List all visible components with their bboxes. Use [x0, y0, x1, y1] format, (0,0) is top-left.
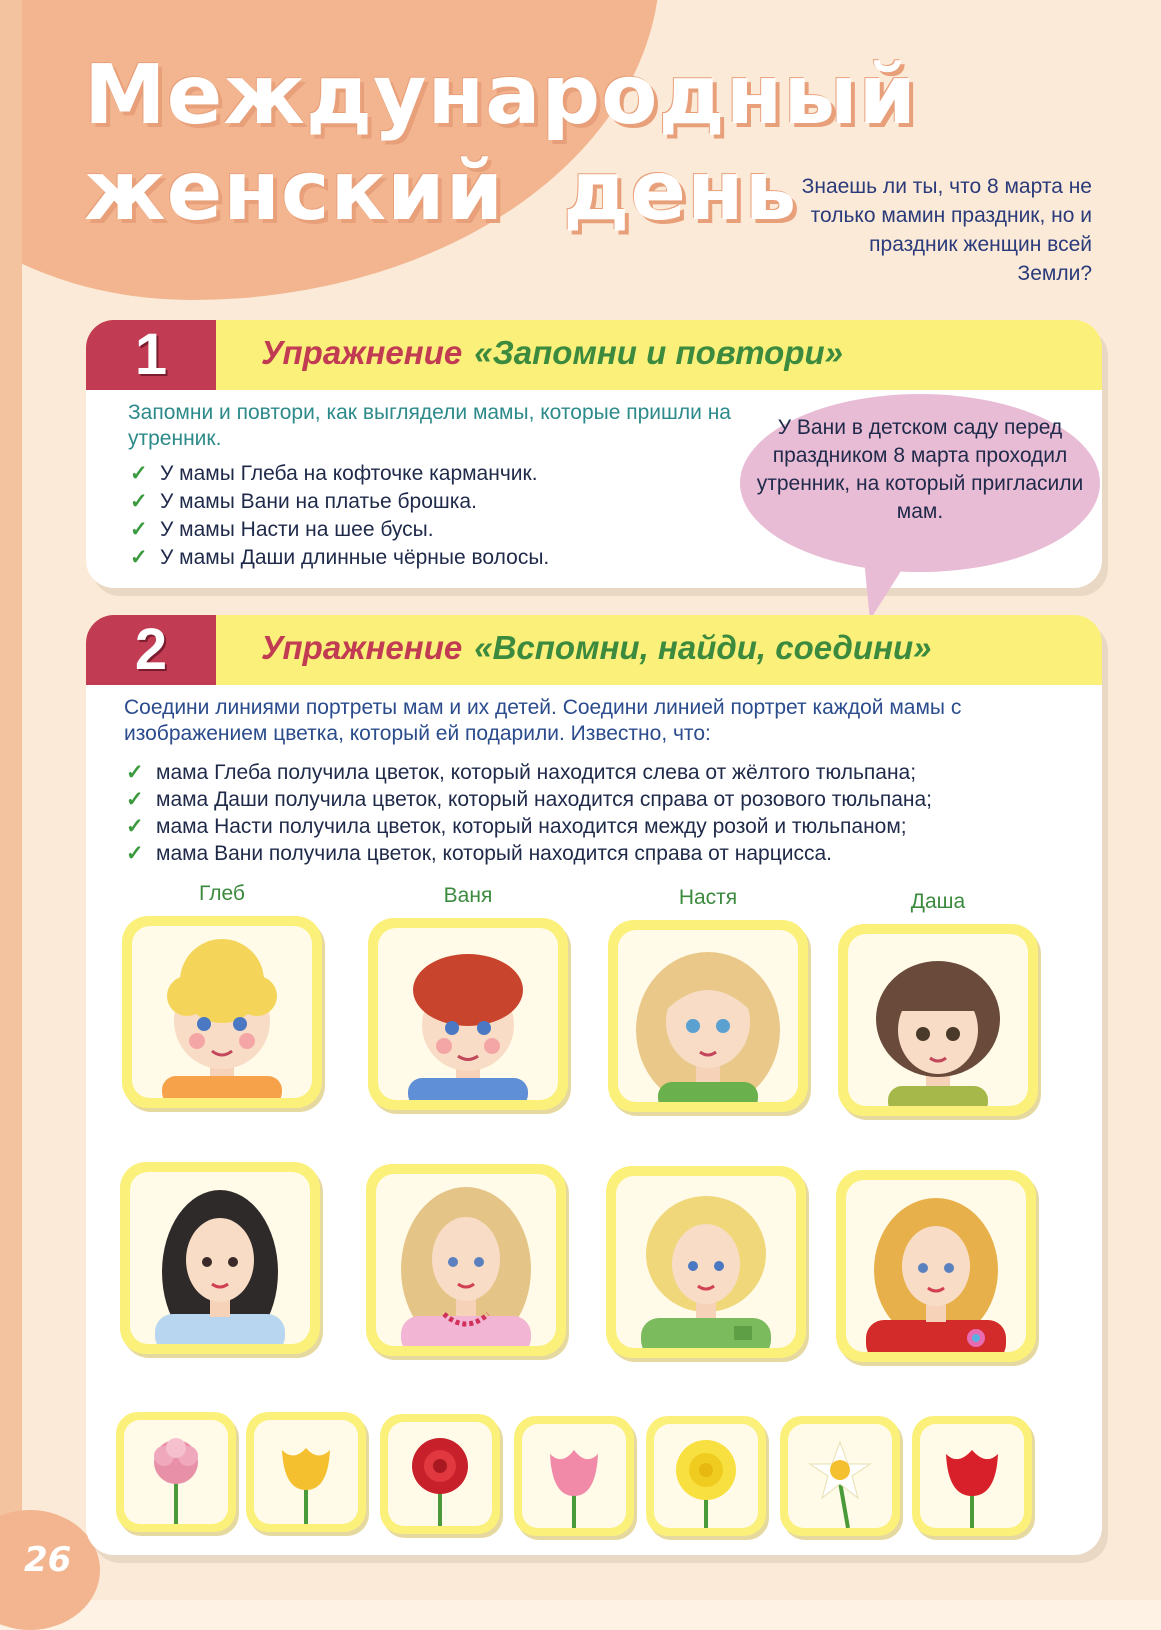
- portrait-child-dasha[interactable]: [838, 924, 1038, 1116]
- exercise-1-word: Упражнение: [261, 334, 463, 371]
- flower-7[interactable]: [912, 1416, 1032, 1536]
- check-icon: ✓: [130, 518, 148, 541]
- child-name-dasha: Даша: [910, 890, 966, 913]
- left-edge-strip: [0, 0, 22, 1600]
- girl-blond-portrait-icon: [618, 930, 798, 1102]
- check-icon: ✓: [130, 462, 148, 485]
- exercise-2-word: Упражнение: [261, 629, 463, 666]
- list-item: ✓ У мамы Глеба на кофточке карманчик.: [128, 460, 549, 488]
- woman-curly-blond-portrait-icon: [616, 1176, 796, 1348]
- list-item: ✓ У мамы Даши длинные чёрные волосы.: [128, 544, 549, 572]
- flower-3[interactable]: [380, 1414, 500, 1534]
- page-number: 26: [24, 1540, 72, 1580]
- child-name-vanya: Ваня: [443, 884, 493, 907]
- girl-brunette-portrait-icon: [848, 934, 1028, 1106]
- portrait-child-gleb[interactable]: [122, 916, 322, 1108]
- woman-ginger-brooch-portrait-icon: [846, 1180, 1026, 1352]
- exercise-1-instruction: Запомни и повтори, как выглядели мамы, которые пришли на утренник.: [128, 401, 731, 450]
- flower-6[interactable]: [780, 1416, 900, 1536]
- portrait-mother-2[interactable]: [366, 1164, 566, 1356]
- woman-dark-hair-portrait-icon: [130, 1172, 310, 1344]
- exercise-2-list: [124, 759, 932, 867]
- exercise-2-title: [261, 629, 932, 667]
- flower-2[interactable]: [246, 1412, 366, 1532]
- daffodil-icon: [788, 1424, 892, 1528]
- yellow-rose-icon: [654, 1424, 758, 1528]
- page-title-line-1: Международный: [84, 48, 917, 143]
- exercise-2-name: «Вспомни, найди, соедини»: [474, 629, 932, 666]
- portrait-mother-3[interactable]: [606, 1166, 806, 1358]
- child-name-gleb: Глеб: [199, 882, 245, 905]
- portrait-mother-4[interactable]: [836, 1170, 1036, 1362]
- exercise-2-number: 2: [86, 615, 216, 685]
- exercise-2-instruction: Соедини линиями портреты мам и их детей. Соедини линией портрет каждой мамы с изображением цветка, который ей подарили. Известно, что:: [124, 696, 962, 745]
- yellow-tulip-icon: [254, 1420, 358, 1524]
- check-icon: ✓: [130, 490, 148, 513]
- list-item: ✓ мама Вани получила цветок, который находится справа от нарцисса.: [126, 842, 832, 865]
- carnation-icon: [124, 1420, 228, 1524]
- exercise-1-name: «Запомни и повтори»: [474, 334, 844, 371]
- portrait-mother-1[interactable]: [120, 1162, 320, 1354]
- exercise-1-number: 1: [86, 320, 216, 390]
- flower-4[interactable]: [514, 1416, 634, 1536]
- child-name-nastya: Настя: [678, 886, 738, 909]
- portrait-child-nastya[interactable]: [608, 920, 808, 1112]
- list-item: ✓ У мамы Насти на шее бусы.: [128, 516, 549, 544]
- check-icon: ✓: [126, 815, 144, 838]
- red-rose-icon: [388, 1422, 492, 1526]
- pink-tulip-icon: [522, 1424, 626, 1528]
- boy-redhead-portrait-icon: [378, 928, 558, 1100]
- list-item: ✓ мама Глеба получила цветок, который находится слева от жёлтого тюльпана;: [126, 761, 917, 784]
- exercise-1-list: [128, 460, 549, 572]
- boy-blond-portrait-icon: [132, 926, 312, 1098]
- red-tulip-icon: [920, 1424, 1024, 1528]
- flower-1[interactable]: [116, 1412, 236, 1532]
- check-icon: ✓: [126, 788, 144, 811]
- speech-bubble-text: У Вани в детском саду перед праздником 8 марта проходил утренник, на который пригласили мам.: [756, 416, 1084, 523]
- check-icon: ✓: [130, 546, 148, 569]
- page-title-line-2: женский день: [84, 144, 798, 239]
- did-you-know-note: Знаешь ли ты, что 8 марта не только мамин праздник, но и праздник женщин всей Земли?: [801, 175, 1092, 285]
- flower-5[interactable]: [646, 1416, 766, 1536]
- portrait-child-vanya[interactable]: [368, 918, 568, 1110]
- check-icon: ✓: [126, 842, 144, 865]
- list-item: ✓ У мамы Вани на платье брошка.: [128, 488, 549, 516]
- list-item: ✓ мама Даши получила цветок, который находится справа от розового тюльпана;: [126, 788, 932, 811]
- woman-blond-beads-portrait-icon: [376, 1174, 556, 1346]
- exercise-1-title: [261, 334, 843, 372]
- check-icon: ✓: [126, 761, 144, 784]
- list-item: ✓ мама Насти получила цветок, который находится между розой и тюльпаном;: [126, 815, 907, 838]
